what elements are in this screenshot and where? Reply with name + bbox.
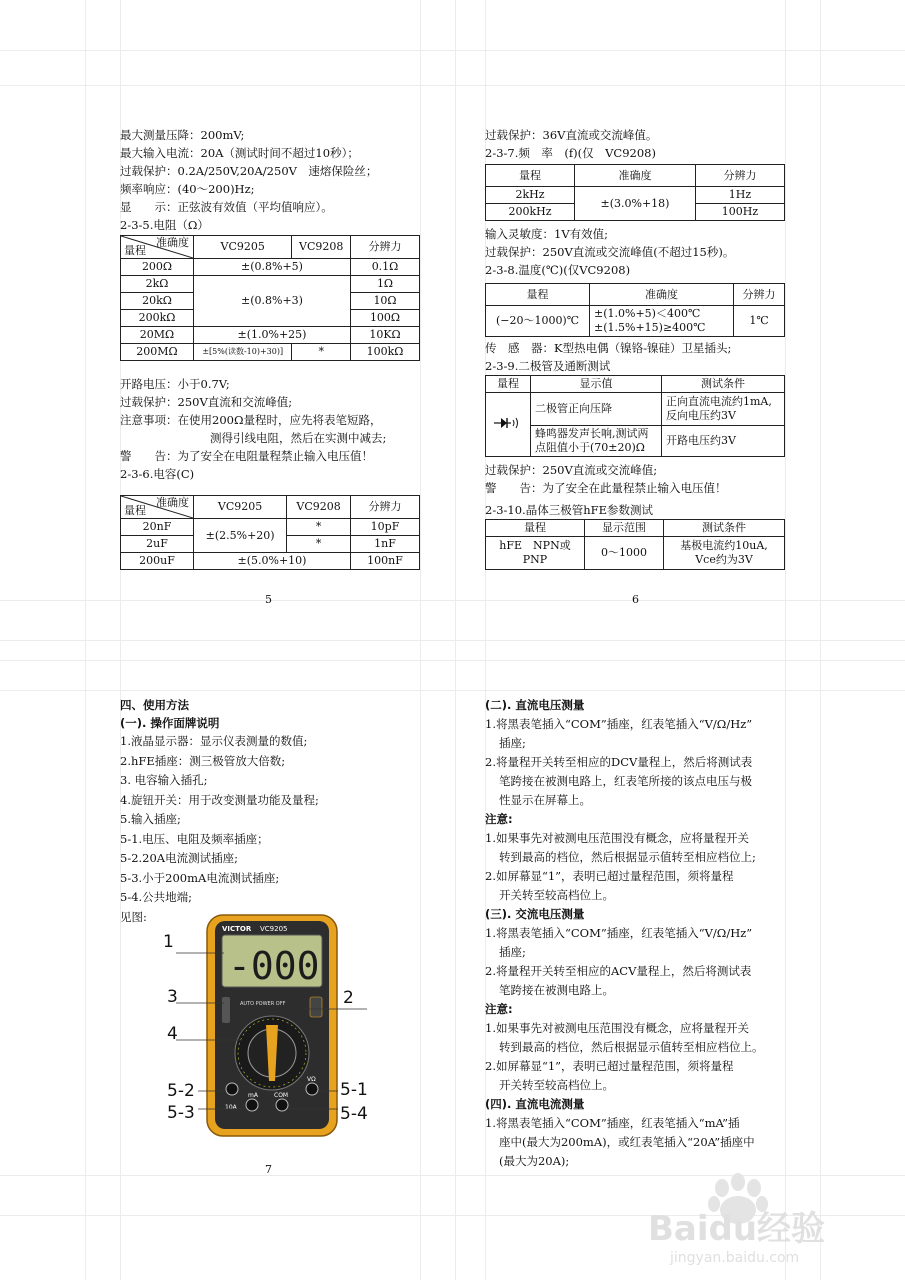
list-item: 5-3.小于200mA电流测试插座; [120, 870, 280, 885]
chapter-heading: 四、使用方法 [120, 698, 189, 712]
lcd-display: -000 [228, 944, 320, 988]
header-vc9208: VC9208 [292, 236, 351, 259]
page-number: 5 [265, 593, 272, 606]
header-range: 量程 [124, 244, 146, 257]
subsection-title: (三). 交流电压测量 [485, 907, 585, 921]
page-7 [120, 696, 420, 927]
warning-line: 警 告：为了安全在电阻量程禁止输入电压值！ [120, 449, 373, 463]
step-line: 2.将量程开关转至相应的DCV量程上，然后将测试表 [485, 755, 753, 769]
diode-table: 量程 显示值 测试条件 二极管正向压降 正向直流电流约1mA, 反向电压约3V 蜂鸣器发声长响,测试两 点阻值小于(70±20)Ω 开路电压约3V [485, 375, 785, 457]
table-row: 200kHz 100Hz [486, 204, 785, 221]
note-title: 注意: [485, 812, 513, 826]
step-line: (最大为20A); [499, 1154, 570, 1168]
auto-power-off-label: AUTO POWER OFF [240, 1001, 286, 1007]
watermark-url: jingyan.baidu.com [670, 1250, 800, 1266]
table-row: 2kΩ ±(0.8%+3) 1Ω [121, 276, 420, 293]
page-8 [485, 696, 795, 1171]
header-vc9208: VC9208 [287, 496, 351, 519]
table-row: 200uF ±(5.0%+10) 100nF [121, 553, 420, 570]
step-line: 性显示在屏幕上。 [499, 793, 591, 807]
list-item: 5-1.电压、电阻及频率插座； [120, 831, 269, 846]
watermark-brand: Baidu经验 [648, 1209, 826, 1249]
note-line: 转到最高的档位，然后根据显示值转至相应档位上; [499, 850, 756, 864]
table-row: 2uF * 1nF [121, 536, 420, 553]
spec-line: 传 感 器：K型热电偶（镍铬-镍硅）卫星插头; [485, 341, 732, 355]
baidu-watermark [630, 1170, 890, 1270]
step-line: 座中(最大为200mA)，或红表笔插入“20A”插座中 [499, 1135, 755, 1149]
list-item: 5-4.公共地端; [120, 890, 193, 904]
callout-3: 3 [167, 987, 178, 1007]
callout-2: 2 [343, 988, 354, 1008]
subsection-title: (四). 直流电流测量 [485, 1097, 585, 1111]
callout-1: 1 [163, 932, 174, 952]
step-line: 2.将量程开关转至相应的ACV量程上，然后将测试表 [485, 964, 752, 978]
step-line: 1.将黑表笔插入“COM”插座，红表笔插入“V/Ω/Hz” [485, 926, 753, 940]
section-title: 2-3-8.温度(℃)(仅VC9208) [485, 263, 631, 277]
list-item: 3. 电容输入插孔; [120, 773, 208, 787]
note-line: 测得引线电阻，然后在实测中减去; [210, 431, 387, 445]
section-title: 2-3-10.晶体三极管hFE参数测试 [485, 503, 653, 517]
callout-5-1: 5-1 [340, 1080, 368, 1100]
svg-text:mA: mA [248, 1092, 258, 1099]
callout-5-4: 5-4 [340, 1104, 368, 1124]
spec-line: 过载保护：250V直流和交流峰值; [120, 395, 293, 409]
step-line: 插座; [499, 736, 526, 750]
spec-line: 过载保护：250V直流或交流峰值; [485, 463, 658, 477]
list-item: 5-2.20A电流测试插座; [120, 851, 238, 865]
table-row: 20nF ±(2.5%+20) * 10pF [121, 519, 420, 536]
spec-line: 开路电压：小于0.7V; [120, 377, 230, 391]
step-line: 笔跨接在被测电路上。 [499, 983, 614, 997]
table-row: (−20～1000)℃ ±(1.0%+5)＜400℃ ±(1.5%+15)≥400℃ 1℃ [486, 306, 785, 337]
table-row: 200kΩ 100Ω [121, 310, 420, 327]
spec-line: 输入灵敏度：1V有效值; [485, 227, 608, 241]
header-range: 量程 [124, 504, 146, 517]
page-5 [120, 126, 420, 570]
table-row: 蜂鸣器发声长响,测试两 点阻值小于(70±20)Ω 开路电压约3V [486, 426, 785, 457]
diode-buzzer-icon [486, 393, 531, 457]
frequency-table: 量程 准确度 分辨力 2kHz ±(3.0%+18) 1Hz 200kHz 100Hz [485, 164, 785, 221]
page-number: 6 [632, 593, 639, 606]
temperature-table: 量程 准确度 分辨力 (−20～1000)℃ ±(1.0%+5)＜400℃ ±(1.5%+15)≥400℃ 1℃ [485, 283, 785, 337]
note-line: 开关转至较高档位上。 [499, 888, 614, 902]
model-label: VC9205 [260, 925, 288, 933]
note-line: 注意事项：在使用200Ω量程时，应先将表笔短路， [120, 413, 382, 427]
note-line: 1.如果事先对被测电压范围没有概念，应将量程开关 [485, 1021, 749, 1035]
table-row: hFE NPN或PNP 0～1000 基极电流约10uA, Vce约为3V [486, 537, 785, 570]
table-row: 20MΩ ±(1.0%+25) 10KΩ [121, 327, 420, 344]
note-line: 2.如屏幕显“1”，表明已超过量程范围，须将量程 [485, 1059, 734, 1073]
step-line: 1.将黑表笔插入“COM”插座，红表笔插入“mA”插 [485, 1116, 740, 1130]
brand-label: VICTOR [222, 925, 252, 933]
note-title: 注意: [485, 1002, 513, 1016]
diag-header-cell [121, 236, 194, 259]
list-item: 2.hFE插座：测三极管放大倍数; [120, 753, 286, 768]
list-item: 1.液晶显示器：显示仪表测量的数值; [120, 734, 308, 748]
table-row: 20kΩ 10Ω [121, 293, 420, 310]
header-vc9205: VC9205 [194, 496, 287, 519]
hfe-table: 量程 显示范围 测试条件 hFE NPN或PNP 0～1000 基极电流约10uA, Vce约为3V [485, 519, 785, 570]
callout-4: 4 [167, 1024, 178, 1044]
section-title: 2-3-9.二极管及通断测试 [485, 359, 611, 373]
list-item: 5.输入插座; [120, 812, 181, 826]
step-line: 笔跨接在被测电路上，红表笔所接的该点电压与极 [499, 774, 752, 788]
callout-5-3: 5-3 [167, 1103, 195, 1123]
resistance-table [120, 235, 420, 361]
list-item: 见图: [120, 909, 147, 924]
table-row: 200MΩ ±[5%(读数-10)+30)] * 100kΩ [121, 344, 420, 361]
spec-line: 最大输入电流：20A（测试时间不超过10秒）； [120, 146, 359, 160]
spec-line: 最大测量压降：200mV; [120, 128, 245, 142]
table-row: 2kHz ±(3.0%+18) 1Hz [486, 187, 785, 204]
section-title: 2-3-5.电阻（Ω） [120, 218, 209, 232]
table-row: 二极管正向压降 正向直流电流约1mA, 反向电压约3V [486, 393, 785, 426]
spec-line: 显 示：正弦波有效值（平均值响应）。 [120, 200, 333, 214]
spec-line: 过载保护：250V直流或交流峰值(不超过15秒)。 [485, 245, 735, 259]
note-line: 开关转至较高档位上。 [499, 1078, 614, 1092]
table-row: 200Ω ±(0.8%+5) 0.1Ω [121, 259, 420, 276]
header-resolution: 分辨力 [351, 496, 420, 519]
section-title: 2-3-7.频 率 (f)(仅 VC9208) [485, 146, 656, 160]
section-title: 2-3-6.电容(C) [120, 467, 195, 481]
svg-text:10A: 10A [225, 1104, 237, 1111]
diag-header-cell [121, 496, 194, 519]
capacitance-table [120, 495, 420, 570]
page-6 [485, 126, 785, 570]
step-line: 1.将黑表笔插入“COM”插座，红表笔插入“V/Ω/Hz” [485, 717, 753, 731]
step-line: 插座; [499, 945, 526, 959]
note-line: 1.如果事先对被测电压范围没有概念，应将量程开关 [485, 831, 749, 845]
spec-line: 过载保护：36V直流或交流峰值。 [485, 128, 658, 142]
warning-line: 警 告：为了安全在此量程禁止输入电压值！ [485, 481, 727, 495]
page-number: 7 [265, 1163, 272, 1176]
list-item: 4.旋钮开关：用于改变测量功能及量程; [120, 792, 319, 807]
header-accuracy: 准确度 [156, 236, 189, 249]
spec-line: 频率响应：(40～200)Hz; [120, 182, 255, 196]
header-accuracy: 准确度 [156, 496, 189, 509]
note-line: 转到最高的档位，然后根据显示值转至相应档位上。 [499, 1040, 764, 1054]
svg-text:COM: COM [274, 1092, 289, 1099]
subsection-title: (二). 直流电压测量 [485, 698, 585, 712]
spec-line: 过载保护：0.2A/250V,20A/250V 速熔保险丝； [120, 164, 378, 178]
callout-5-2: 5-2 [167, 1081, 195, 1101]
header-vc9205: VC9205 [194, 236, 292, 259]
subsection-title: (一). 操作面牌说明 [120, 716, 220, 730]
header-resolution: 分辨力 [351, 236, 420, 259]
svg-text:VΩ: VΩ [307, 1076, 316, 1083]
note-line: 2.如屏幕显“1”，表明已超过量程范围，须将量程 [485, 869, 734, 883]
